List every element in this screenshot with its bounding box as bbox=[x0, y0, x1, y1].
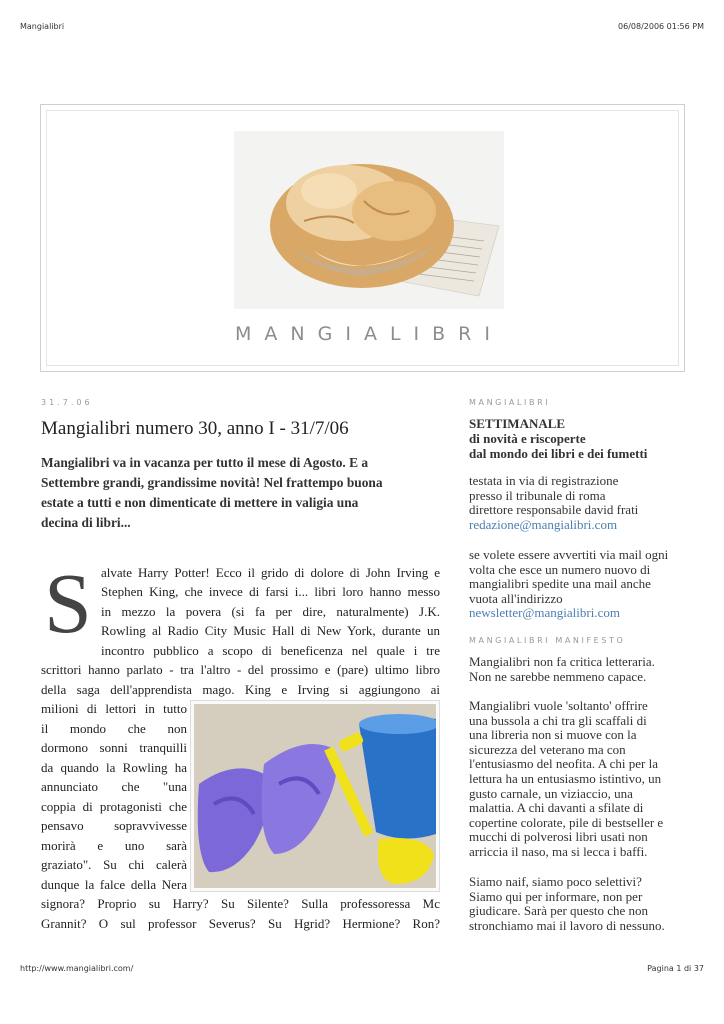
newsletter-line: volta che esce un numero nuovo di bbox=[469, 561, 651, 577]
post-date: 31.7.06 bbox=[41, 398, 93, 407]
body-line: signora? Proprio su Harry? Su Silente? Sulla professoressa Mc bbox=[41, 896, 440, 911]
body-line: incontro pubblico a scopo di beneficenza nel quale i tre bbox=[101, 643, 440, 658]
manifesto-line: Siamo qui per informare, non per bbox=[469, 888, 643, 904]
sidebar-heading-mangialibri: MANGIALIBRI bbox=[469, 398, 551, 407]
body-line: dormono sonni tranquilli bbox=[41, 740, 187, 755]
beach-photo bbox=[190, 700, 440, 892]
body-line: milioni di lettori in tutto bbox=[41, 701, 187, 716]
body-line: Stephen King, che invece di farsi i... libri loro hanno messo bbox=[101, 584, 440, 599]
manifesto-line: gusto carnale, un viziaccio, una bbox=[469, 785, 633, 801]
info-line: testata in via di registrazione bbox=[469, 473, 619, 488]
body-line: scrittori hanno parlato - tra l'altro - del prossimo e (pare) ultimo libro bbox=[41, 662, 440, 677]
sidebar-tagline bbox=[469, 416, 709, 461]
body-line: annunciato che "una bbox=[41, 779, 187, 794]
print-footer-url[interactable]: http://www.mangialibri.com/ bbox=[20, 964, 134, 973]
manifesto-line: Siamo naif, siamo poco selettivi? bbox=[469, 874, 642, 889]
body-line: il mondo che non bbox=[41, 721, 187, 736]
site-banner[interactable] bbox=[40, 104, 685, 372]
manifesto-paragraph-1 bbox=[469, 655, 709, 684]
manifesto-line: Non ne sarebbe nemmeno capace. bbox=[469, 668, 647, 684]
lead-line: Mangialibri va in vacanza per tutto il mese di Agosto. E a bbox=[41, 455, 369, 470]
body-line: Rowling al Radio City Music Hall di New York, durante un bbox=[101, 623, 440, 638]
info-line: presso il tribunale di roma bbox=[469, 487, 606, 503]
manifesto-line: arriccia il naso, ma si lecca i baffi. bbox=[469, 843, 648, 859]
banner-frame bbox=[46, 110, 679, 366]
manifesto-line: giudicare. Sarà per questo che non bbox=[469, 903, 649, 919]
manifesto-line: Mangialibri non fa critica letteraria. bbox=[469, 654, 655, 669]
newsletter-email-link[interactable]: newsletter@mangialibri.com bbox=[469, 605, 620, 621]
manifesto-line: stronchiamo mai il lavoro di nessuno. bbox=[469, 917, 665, 933]
masthead-title: MANGIALIBRI bbox=[235, 323, 503, 345]
manifesto-line: Mangialibri vuole 'soltanto' offrire bbox=[469, 698, 648, 713]
body-line: in mezzo la povera (si fa per dire, naturalmente) J.K. bbox=[101, 604, 440, 619]
body-line: da quando la Rowling ha bbox=[41, 760, 187, 775]
tagline-line: dal mondo dei libri e dei fumetti bbox=[469, 446, 648, 461]
manifesto-line: una libreria non si muove con la bbox=[469, 727, 637, 743]
manifesto-paragraph-2 bbox=[469, 699, 709, 860]
body-line: della saga dell'apprendista mago. King e Irving si aggiungono ai bbox=[41, 682, 440, 697]
newsletter-line: vuota all'indirizzo bbox=[469, 590, 563, 606]
manifesto-line: l'entusiasmo del neofita. A chi per la bbox=[469, 756, 658, 772]
info-line: direttore responsabile david frati bbox=[469, 502, 639, 518]
print-footer bbox=[20, 964, 704, 973]
sidebar-heading-manifesto: MANGIALIBRI MANIFESTO bbox=[469, 636, 626, 645]
manifesto-line: una bussola a chi tra gli scaffali di bbox=[469, 712, 647, 728]
lead-line: decina di libri... bbox=[41, 515, 131, 530]
post-title[interactable]: Mangialibri numero 30, anno I - 31/7/06 bbox=[41, 418, 349, 439]
newsletter-line: se volete essere avvertiti via mail ogni bbox=[469, 547, 669, 562]
newsletter-line: mangialibri spedite una mail anche bbox=[469, 576, 651, 592]
print-footer-page: Pagina 1 di 37 bbox=[647, 964, 704, 973]
print-header-site: Mangialibri bbox=[20, 22, 65, 31]
drop-cap: S bbox=[44, 555, 92, 651]
manifesto-line: malattia. A chi davanti a sfilate di bbox=[469, 800, 644, 816]
lead-line: Settembre grandi, grandissime novità! Nel frattempo buona bbox=[41, 475, 383, 490]
body-line: alvate Harry Potter! Ecco il grido di dolore di John Irving e bbox=[101, 565, 440, 580]
manifesto-line: lettura ha un entusiasmo istintivo, un bbox=[469, 770, 662, 786]
body-line: pensavo sopravvivesse bbox=[41, 818, 187, 833]
tagline-line: di novità e riscoperte bbox=[469, 431, 586, 446]
body-line: morirà e uno sarà bbox=[41, 838, 187, 853]
body-line: graziato". Su chi calerà bbox=[41, 857, 187, 872]
print-header-datetime: 06/08/2006 01:56 PM bbox=[618, 22, 704, 31]
lead-line: estate a tutti e non dimenticate di mettere in valigia una bbox=[41, 495, 359, 510]
body-line: Grannit? O sul professor Severus? Su Hgrid? Hermione? Ron? bbox=[41, 916, 440, 931]
sidebar-info bbox=[469, 474, 709, 532]
tagline-line: SETTIMANALE bbox=[469, 416, 566, 431]
bread-logo-image bbox=[234, 131, 504, 309]
sidebar-newsletter bbox=[469, 548, 709, 621]
manifesto-paragraph-3 bbox=[469, 875, 709, 933]
redazione-email-link[interactable]: redazione@mangialibri.com bbox=[469, 516, 618, 532]
body-line: coppia di protagonisti che bbox=[41, 799, 187, 814]
post-lead bbox=[41, 453, 441, 533]
manifesto-line: sicurezza del veterano ma con bbox=[469, 741, 626, 757]
manifesto-line: copertine colorate, pile di bestseller e bbox=[469, 814, 664, 830]
print-header bbox=[20, 22, 704, 31]
manifesto-line: mucchi di polverosi libri usati non bbox=[469, 829, 648, 845]
body-line: dunque la falce della Nera bbox=[41, 877, 187, 892]
